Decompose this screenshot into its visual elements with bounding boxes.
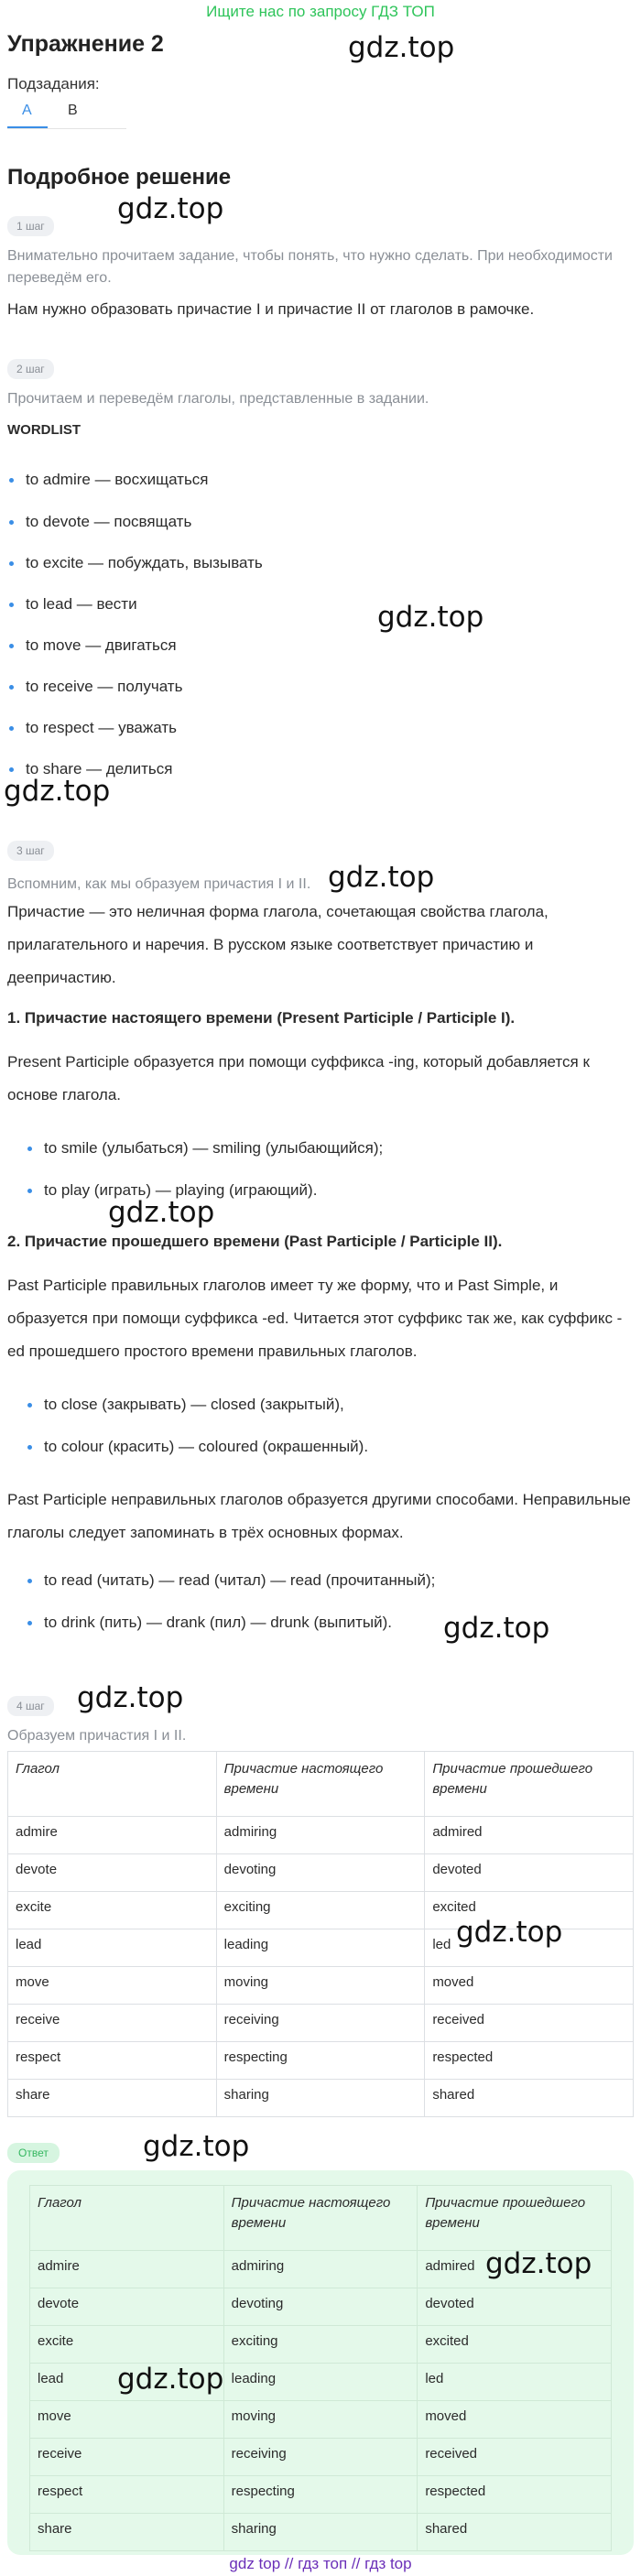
table-header: Причастие прошедшего времени	[418, 2186, 612, 2251]
table-row	[30, 2401, 612, 2439]
table-cell: exciting	[216, 1892, 425, 1929]
table-cell: excited	[425, 1892, 634, 1929]
table-cell: lead	[8, 1929, 217, 1967]
table-cell: receive	[30, 2439, 224, 2476]
table-cell: moved	[425, 1967, 634, 2005]
table-row	[30, 2439, 612, 2476]
table-cell: respecting	[223, 2476, 418, 2514]
table-row	[8, 1967, 634, 2005]
table-cell: leading	[216, 1929, 425, 1967]
table-cell: admiring	[216, 1817, 425, 1854]
list-item: to excite — побуждать, вызывать	[26, 554, 263, 571]
step-3-badge: 3 шаг	[7, 841, 54, 861]
table-cell: received	[418, 2439, 612, 2476]
watermark: gdz.top	[377, 601, 484, 634]
table-cell: devote	[8, 1854, 217, 1892]
table-cell: share	[8, 2080, 217, 2117]
table-cell: devoting	[223, 2288, 418, 2326]
table-cell: devoted	[425, 1854, 634, 1892]
step-3-instruction: Вспомним, как мы образуем причастия I и II.	[7, 876, 311, 892]
table-cell: moved	[418, 2401, 612, 2439]
table-row	[8, 2005, 634, 2042]
table-header-row	[30, 2186, 612, 2251]
tab-a[interactable]: A	[22, 103, 32, 118]
participle-2-rule: Past Participle правильных глаголов имеет ту же форму, что и Past Simple, и образуется при помощи суффикса -ed. Читается этот суффикс так же, как суффикс -ed прошедшего простого времени правильных глаголов.	[7, 1277, 623, 1360]
table-cell: receive	[8, 2005, 217, 2042]
table-cell: share	[30, 2514, 224, 2551]
watermark: gdz.top	[348, 31, 455, 64]
table-cell: devoting	[216, 1854, 425, 1892]
list-item: to move — двигаться	[26, 636, 177, 654]
watermark: gdz.top	[77, 1681, 184, 1714]
table-cell: leading	[223, 2364, 418, 2401]
table-cell: respected	[425, 2042, 634, 2080]
table-cell: move	[30, 2401, 224, 2439]
list-item: to share — делиться	[26, 760, 173, 777]
watermark: gdz.top	[143, 2130, 250, 2163]
watermark: gdz.top	[4, 775, 111, 808]
watermark: gdz.top	[328, 861, 435, 894]
table-row	[8, 2080, 634, 2117]
table-cell: lead	[30, 2364, 224, 2401]
participle-definition: Причастие — это неличная форма глагола, сочетающая свойства глагола, прилагательного и наречия. В русском языке соответствует причастию и деепричастию.	[7, 903, 549, 986]
step-4-badge: 4 шаг	[7, 1696, 54, 1716]
table-header: Причастие настоящего времени	[223, 2186, 418, 2251]
table-cell: devoted	[418, 2288, 612, 2326]
table-cell: shared	[418, 2514, 612, 2551]
table-cell: excited	[418, 2326, 612, 2364]
table-cell: receiving	[216, 2005, 425, 2042]
table-header: Глагол	[30, 2186, 224, 2251]
watermark: gdz.top	[117, 192, 224, 225]
watermark: gdz.top	[443, 1612, 550, 1645]
list-item: to devote — посвящать	[26, 513, 192, 530]
table-cell: exciting	[223, 2326, 418, 2364]
table-row	[8, 1854, 634, 1892]
table-cell: respect	[30, 2476, 224, 2514]
table-row	[30, 2288, 612, 2326]
table-row	[30, 2476, 612, 2514]
table-header: Причастие прошедшего времени	[425, 1752, 634, 1817]
solution-heading: Подробное решение	[7, 165, 232, 190]
table-cell: admired	[425, 1817, 634, 1854]
participle-2-heading: 2. Причастие прошедшего времени (Past Participle / Participle II).	[7, 1233, 503, 1250]
table-cell: move	[8, 1967, 217, 2005]
table-header-row	[8, 1752, 634, 1817]
table-cell: led	[425, 1929, 634, 1967]
wordlist-label: WORDLIST	[7, 422, 81, 438]
list-item: to lead — вести	[26, 595, 137, 613]
table-cell: admire	[30, 2251, 224, 2288]
step-2-instruction: Прочитаем и переведём глаголы, представленные в задании.	[7, 391, 429, 407]
list-item: to admire — восхищаться	[26, 471, 209, 488]
table-cell: receiving	[223, 2439, 418, 2476]
subtask-tabs	[7, 99, 117, 128]
table-cell: admired	[418, 2251, 612, 2288]
table-cell: respected	[418, 2476, 612, 2514]
table-cell: excite	[30, 2326, 224, 2364]
list-item: to close (закрывать) — closed (закрытый),	[44, 1396, 344, 1413]
watermark: gdz.top	[108, 1196, 215, 1229]
step-1-badge: 1 шаг	[7, 216, 54, 236]
step-4-instruction: Образуем причастия I и II.	[7, 1728, 187, 1744]
list-item: to drink (пить) — drank (пил) — drunk (выпитый).	[44, 1614, 392, 1631]
page-title: Упражнение 2	[7, 31, 164, 57]
list-item: to colour (красить) — coloured (окрашенный).	[44, 1438, 369, 1455]
table-row	[30, 2326, 612, 2364]
active-tab-indicator	[7, 126, 48, 128]
table-cell: sharing	[223, 2514, 418, 2551]
watermark: gdz.top	[456, 1916, 563, 1949]
answer-badge: Ответ	[7, 2143, 60, 2163]
irregular-rule: Past Participle неправильных глаголов образуется другими способами. Неправильные глаголы следует запоминать в трёх основных формах.	[7, 1491, 631, 1541]
participle-1-rule: Present Participle образуется при помощи суффикса -ing, который добавляется к основе глагола.	[7, 1053, 590, 1103]
table-cell: devote	[30, 2288, 224, 2326]
step-2-badge: 2 шаг	[7, 359, 54, 379]
table-cell: moving	[223, 2401, 418, 2439]
list-item: to respect — уважать	[26, 719, 177, 736]
table-cell: admiring	[223, 2251, 418, 2288]
table-row	[30, 2514, 612, 2551]
tab-b[interactable]: B	[68, 103, 78, 118]
table-cell: admire	[8, 1817, 217, 1854]
watermark: gdz.top	[485, 2247, 592, 2280]
subtasks-label: Подзадания:	[7, 75, 100, 92]
list-item: to receive — получать	[26, 678, 183, 695]
step-1-instruction: Внимательно прочитаем задание, чтобы понять, что нужно сделать. При необходимости переведём его.	[7, 248, 613, 286]
table-row	[8, 2042, 634, 2080]
watermark: gdz.top	[117, 2363, 224, 2396]
table-cell: respecting	[216, 2042, 425, 2080]
table-cell: shared	[425, 2080, 634, 2117]
table-cell: moving	[216, 1967, 425, 2005]
table-header: Причастие настоящего времени	[216, 1752, 425, 1817]
table-cell: excite	[8, 1892, 217, 1929]
list-item: to smile (улыбаться) — smiling (улыбающийся);	[44, 1139, 384, 1157]
table-row	[8, 1817, 634, 1854]
table-cell: led	[418, 2364, 612, 2401]
tabs-divider	[7, 128, 126, 129]
table-cell: received	[425, 2005, 634, 2042]
step-1-text: Нам нужно образовать причастие I и причастие II от глаголов в рамочке.	[7, 300, 535, 318]
table-cell: sharing	[216, 2080, 425, 2117]
participle-1-heading: 1. Причастие настоящего времени (Present Participle / Participle I).	[7, 1009, 516, 1027]
top-banner[interactable]: Ищите нас по запросу ГДЗ ТОП	[206, 3, 435, 20]
list-item: to read (читать) — read (читал) — read (прочитанный);	[44, 1571, 436, 1589]
list-item: to play (играть) — playing (играющий).	[44, 1181, 318, 1199]
table-cell: respect	[8, 2042, 217, 2080]
table-header: Глагол	[8, 1752, 217, 1817]
footer-links[interactable]: gdz top // гдз топ // гдз top	[229, 2555, 412, 2572]
